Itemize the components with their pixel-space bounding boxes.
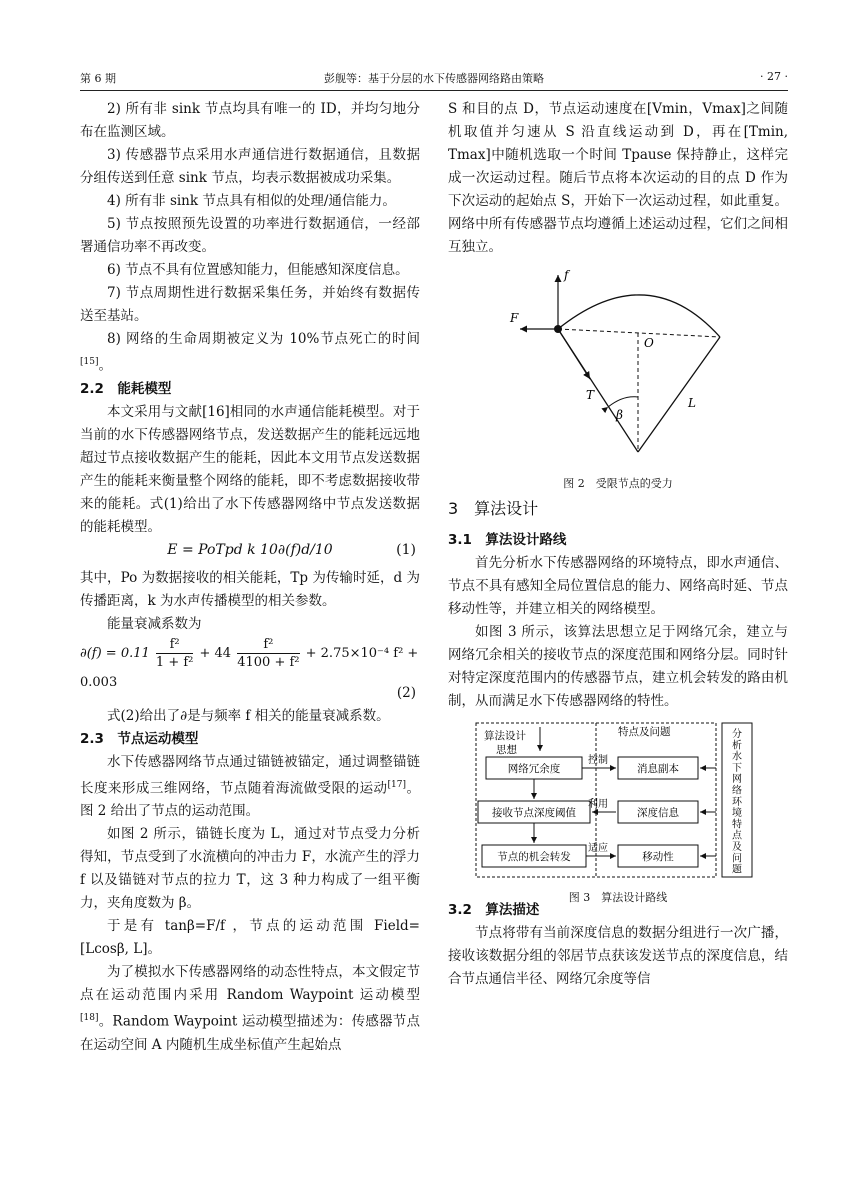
random-waypoint-paragraph: 为了模拟水下传感器网络的动态性特点，本文假定节点在运动范围内采用 Random Waypoint 运动模型[18]。Random Waypoint 运动模型描述为：传感器节点在运动空间 A 内随机生成坐标值产生起始点 bbox=[80, 964, 420, 1053]
section-3-1-heading: 3.1 算法设计路线 bbox=[448, 532, 567, 548]
side-analysis-text bbox=[732, 727, 743, 876]
top-right-label: 特点及问题 bbox=[618, 726, 671, 738]
right-column bbox=[448, 98, 788, 991]
assumption-6: 6) 节点不具有位置感知能力，但能感知深度信息。 bbox=[107, 262, 409, 278]
equation-1 bbox=[80, 539, 420, 567]
side-char: 分 bbox=[732, 729, 742, 740]
assumption-3: 3) 传感器节点采用水声通信进行数据通信，且数据分组传送到任意 sink 节点，均表示数据被成功采集。 bbox=[80, 147, 420, 186]
issue-number: 第 6 期 bbox=[80, 72, 116, 85]
citation-18: [18] bbox=[80, 1013, 99, 1023]
energy-model-paragraph: 本文采用与文献[16]相同的水声通信能耗模型。对于当前的水下传感器网络节点，发送数据产生的能耗远远地超过节点接收数据产生的能耗，因此本文用节点发送数据产生的能耗来衡量整个网络的能耗，即不考虑数据接收带来的能耗。式(1)给出了水下传感器网络中节点发送数据的能耗模型。 bbox=[80, 403, 420, 535]
section-2-3-heading: 2.3 节点运动模型 bbox=[80, 730, 199, 747]
equation-2-frac-1: $\frac{\text{f²}}{\text{1 + f²}}$ bbox=[155, 636, 194, 670]
force-analysis-paragraph: 如图 2 所示，锚链长度为 L，通过对节点受力分析得知，节点受到了水流横向的冲击力 F，水流产生的浮力 f 以及锚链对节点的拉力 T，这 3 种力构成了一组平衡力，夹角度数为 β。 bbox=[80, 826, 420, 911]
equation-2-frac-2: $\frac{\text{f²}}{\text{4100 + f²}}$ bbox=[237, 636, 300, 670]
edge-control-label: 控制 bbox=[588, 755, 608, 766]
edge-use-label: 利用 bbox=[588, 799, 608, 810]
figure-2-diagram bbox=[448, 267, 788, 467]
equation-1-body: E = PoTpd k 10∂(f)d/10 bbox=[167, 541, 333, 558]
box-message-copy-label: 消息副本 bbox=[637, 763, 679, 775]
side-char: 环 bbox=[732, 796, 742, 808]
box-depth-threshold-label: 接收节点深度阈值 bbox=[492, 807, 576, 819]
top-left-label: 算法设计 bbox=[484, 730, 526, 742]
label-beta: β bbox=[616, 408, 623, 422]
label-L: L bbox=[688, 396, 696, 410]
motion-model-paragraph: 水下传感器网络节点通过锚链被锚定，通过调整锚链长度来形成三维网络，节点随着海流做受限的运动[17]。图 2 给出了节点的运动范围。 bbox=[80, 753, 421, 819]
running-title: 彭舰等：基于分层的水下传感器网络路由策略 bbox=[324, 72, 544, 85]
label-T: T bbox=[586, 388, 595, 402]
side-char: 网 bbox=[732, 774, 742, 786]
figure-3-diagram bbox=[448, 721, 788, 881]
edge-adapt-label: 适应 bbox=[588, 843, 608, 854]
header-rule bbox=[80, 90, 788, 91]
section-2-2-heading: 2.2 能耗模型 bbox=[80, 380, 172, 397]
section-3-2-heading: 3.2 算法描述 bbox=[448, 902, 540, 918]
horizontal-dashed bbox=[558, 329, 720, 337]
side-char: 题 bbox=[732, 864, 742, 876]
field-range-paragraph: 于是有 tanβ=F/f ，节点的运动范围 Field=[Lcosβ, L]。 bbox=[80, 918, 420, 957]
attenuation-desc: 式(2)给出了∂是与频率 f 相关的能量衰减系数。 bbox=[107, 707, 390, 724]
figure-3-caption: 图 3 算法设计路线 bbox=[568, 891, 668, 904]
side-char: 析 bbox=[732, 740, 742, 752]
label-O: O bbox=[644, 336, 654, 350]
assumption-8-text: 8) 网络的生命周期被定义为 10%节点死亡的时间 bbox=[107, 331, 420, 347]
anchor-line-right bbox=[638, 337, 720, 452]
top-left-label-2: 思想 bbox=[496, 744, 517, 756]
algorithm-description-paragraph: 节点将带有当前深度信息的数据分组进行一次广播，接收该数据分组的邻居节点获该发送节点的深度信息，结合节点通信半径、网络冗余度等信 bbox=[448, 925, 788, 987]
equation-2-number: (2) bbox=[396, 684, 416, 701]
box-opportunistic-label: 节点的机会转发 bbox=[497, 851, 571, 863]
equation-2-rest: + 2.75×10⁻⁴ f² + 0.003 bbox=[80, 645, 419, 690]
assumption-2: 2) 所有非 sink 节点均具有唯一的 ID，并均匀地分布在监测区域。 bbox=[80, 101, 420, 140]
equation-2 bbox=[80, 636, 420, 690]
figure-3 bbox=[448, 721, 788, 904]
side-char: 水 bbox=[732, 751, 742, 763]
design-route-paragraph-2: 如图 3 所示，该算法思想立足于网络冗余，建立与网络冗余相关的接收节点的深度范围和网络分层。同时针对特定深度范围内的传感器节点，建立机会转发的路由机制，从而满足水下传感器网络的特性。 bbox=[448, 624, 788, 709]
side-char: 问 bbox=[732, 853, 742, 865]
box-depth-info-label: 深度信息 bbox=[637, 807, 679, 819]
design-route-paragraph-1: 首先分析水下传感器网络的环境特点，即水声通信、节点不具有感知全局位置信息的能力、网络高时延、节点移动性等，并建立相关的网络模型。 bbox=[448, 555, 788, 617]
side-char: 境 bbox=[732, 808, 742, 820]
running-header bbox=[80, 70, 788, 90]
side-char: 下 bbox=[732, 762, 742, 774]
label-F: F bbox=[510, 311, 519, 325]
equation-1-number: (1) bbox=[396, 541, 416, 558]
page-number: · 27 · bbox=[760, 70, 788, 83]
side-char: 络 bbox=[732, 785, 742, 797]
equation-2-lhs: ∂(f) = 0.11 bbox=[80, 645, 150, 661]
side-char: 及 bbox=[732, 842, 742, 853]
assumption-8-end: 。 bbox=[98, 357, 112, 374]
random-waypoint-cont: S 和目的点 D，节点运动速度在[Vmin，Vmax]之间随机取值并匀速从 S 沿直线运动到 D，再在[Tmin, Tmax]中随机选取一个时间 Tpause 保持静止，这样完成一次运动过程。随后节点将本次运动的目的点 D 作为下次运动的起始点 S，开始下一次运动过程，如此重复。网络中所有传感器节点均遵循上述运动过程，它们之间相互独立。 bbox=[448, 101, 788, 255]
figure-2 bbox=[448, 267, 788, 490]
figure-2-caption: 图 2 受限节点的受力 bbox=[563, 477, 673, 490]
node-dot bbox=[554, 325, 562, 333]
assumption-8 bbox=[80, 328, 420, 378]
section-3-heading: 3 算法设计 bbox=[448, 499, 539, 518]
box-mobility-label: 移动性 bbox=[642, 851, 674, 863]
energy-params-paragraph: 其中，Po 为数据接收的相关能耗，Tp 为传输时延，d 为传播距离，k 为水声传播模型的相关参数。 bbox=[80, 569, 420, 609]
equation-2-mid: + 44 bbox=[199, 645, 232, 661]
citation-15: [15] bbox=[80, 357, 99, 367]
attenuation-intro: 能量衰减系数为 bbox=[107, 615, 202, 632]
assumption-7: 7) 节点周期性进行数据采集任务，并始终有数据传送至基站。 bbox=[80, 285, 420, 324]
assumption-5: 5) 节点按照预先设置的功率进行数据通信，一经部署通信功率不再改变。 bbox=[80, 216, 420, 255]
box-redundancy-label: 网络冗余度 bbox=[507, 763, 561, 775]
citation-17: [17] bbox=[387, 779, 407, 790]
tension-arrow bbox=[558, 329, 590, 379]
side-char: 点 bbox=[732, 830, 742, 842]
left-column bbox=[80, 98, 420, 1057]
side-char: 特 bbox=[732, 819, 742, 831]
label-f: f bbox=[564, 268, 569, 282]
beta-angle-arc bbox=[608, 397, 638, 407]
assumption-4: 4) 所有非 sink 节点具有相似的处理/通信能力。 bbox=[107, 193, 396, 209]
